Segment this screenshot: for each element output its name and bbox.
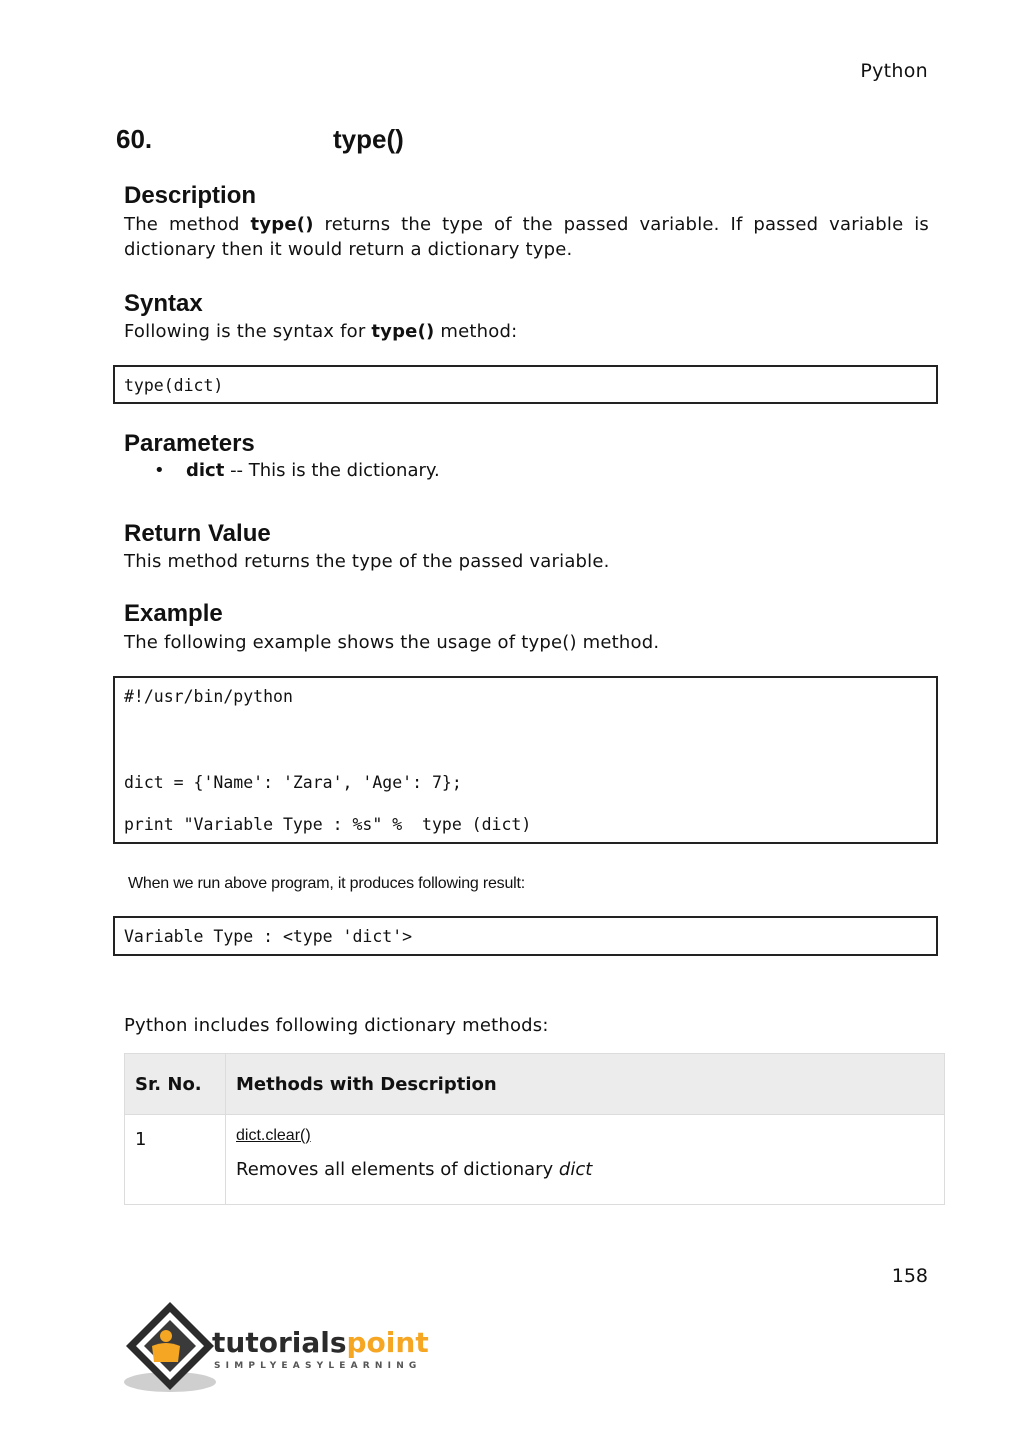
tutorialspoint-logo	[122, 1300, 442, 1400]
logo-text-main: tutorials	[212, 1326, 347, 1359]
syntax-text-post: method:	[434, 321, 518, 342]
syntax-text-pre: Following is the syntax for	[124, 321, 372, 342]
syntax-heading: Syntax	[124, 290, 203, 317]
code-line: print "Variable Type : %s" % type (dict)	[124, 815, 532, 834]
parameter-name: dict	[186, 460, 225, 481]
parameter-desc: -- This is the dictionary.	[224, 460, 440, 481]
result-caption: When we run above program, it produces following result:	[128, 875, 526, 892]
method-desc-text: Removes all elements of dictionary	[236, 1159, 559, 1180]
column-header-methods: Methods with Description	[226, 1054, 945, 1115]
table-header-row	[125, 1054, 945, 1115]
row-number: 1	[125, 1115, 226, 1205]
example-text: The following example shows the usage of type() method.	[124, 632, 660, 653]
logo-tagline: SIMPLYEASYLEARNING	[214, 1361, 422, 1371]
chapter-number: 60.	[116, 124, 153, 154]
description-text	[124, 212, 929, 262]
example-code-box	[113, 676, 938, 844]
description-text-pre: The method	[124, 214, 251, 235]
description-text-post: returns the type of the passed variable. If passed variable is dictionary then it would return a dictionary type.	[124, 214, 929, 260]
method-cell	[226, 1115, 945, 1205]
chapter-title: type()	[333, 124, 404, 154]
page-number: 158	[891, 1265, 928, 1287]
table-row	[125, 1115, 945, 1205]
return-value-text: This method returns the type of the passed variable.	[124, 551, 610, 572]
example-heading: Example	[124, 600, 223, 627]
column-header-sr-no: Sr. No.	[125, 1054, 226, 1115]
logo-book-icon	[152, 1343, 180, 1362]
method-link[interactable]: dict.clear()	[236, 1127, 311, 1144]
return-value-heading: Return Value	[124, 520, 271, 547]
output-line: Variable Type : <type 'dict'>	[124, 927, 413, 946]
syntax-method-name: type()	[371, 321, 435, 342]
logo-text-accent: point	[346, 1326, 429, 1359]
method-description	[236, 1159, 934, 1180]
syntax-code: type(dict)	[124, 376, 224, 395]
methods-table	[124, 1053, 945, 1205]
description-method-name: type()	[250, 214, 314, 235]
running-header: Python	[860, 60, 928, 82]
code-line: #!/usr/bin/python	[124, 687, 293, 706]
syntax-code-box	[113, 365, 938, 404]
method-desc-italic: dict	[558, 1159, 593, 1180]
syntax-text	[124, 319, 929, 344]
description-heading: Description	[124, 182, 257, 209]
code-line: dict = {'Name': 'Zara', 'Age': 7};	[124, 773, 462, 792]
parameter-item	[154, 460, 440, 481]
logo-figure-head	[160, 1330, 172, 1342]
logo-text	[212, 1326, 429, 1359]
bullet-icon: •	[154, 460, 165, 481]
parameters-heading: Parameters	[124, 430, 255, 457]
methods-intro: Python includes following dictionary methods:	[124, 1015, 549, 1036]
output-code-box	[113, 916, 938, 956]
